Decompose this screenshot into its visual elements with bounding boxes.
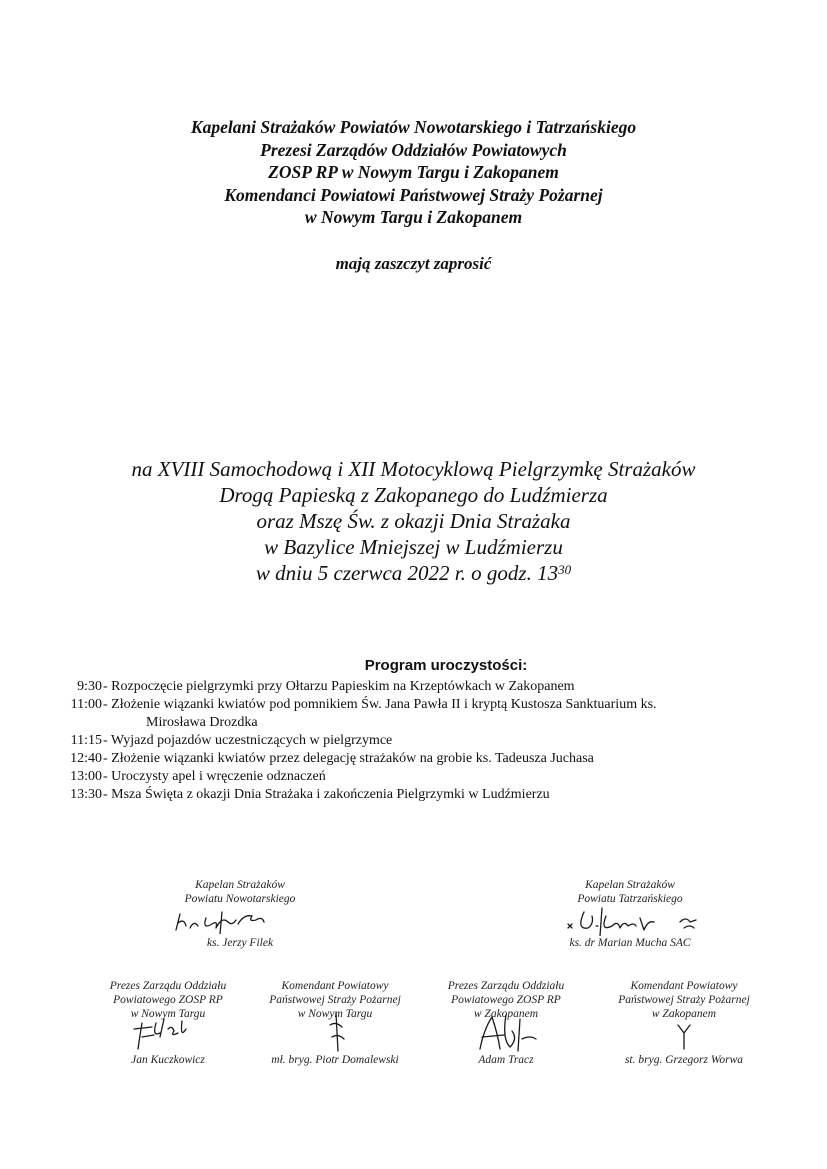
signature-role: w Nowym Targu: [297, 1008, 373, 1020]
event-line: oraz Mszę Św. z okazji Dnia Strażaka: [256, 509, 571, 533]
program-item-time: 9:30: [77, 679, 102, 694]
program-item: [0, 732, 827, 750]
header-line: Prezesi Zarządów Oddziałów Powiatowych: [260, 139, 567, 160]
event-date: w dniu 5 czerwca 2022 r. o godz. 13: [255, 561, 559, 585]
program-item-text: - Złożenie wiązanki kwiatów pod pomnikiem Św. Jana Pawła II i kryptą Kustosza Sanktuarium ks.: [103, 697, 657, 712]
signature-role: Powiatu Nowotarskiego: [184, 893, 296, 905]
signature-role: Prezes Zarządu Oddziału: [447, 980, 565, 992]
program-title: Program uroczystości:: [364, 657, 528, 674]
signature-zosp-nowy-targ: [92, 979, 244, 1069]
signature-name: Adam Tracz: [478, 1054, 534, 1066]
signature-psp-nowy-targ: [250, 979, 420, 1069]
signature-chaplain-tatrzanski: [540, 878, 720, 950]
event-block: [0, 456, 827, 586]
program-item: [0, 786, 827, 804]
signature-role: Komendant Powiatowy: [281, 980, 389, 992]
signature-name: ks. dr Marian Mucha SAC: [569, 937, 691, 949]
program-item-continuation: [0, 714, 827, 732]
program-item-text: - Wyjazd pojazdów uczestniczących w pielgrzymce: [103, 733, 393, 748]
signature-name: Jan Kuczkowicz: [131, 1054, 205, 1066]
handwritten-signature: [562, 906, 712, 936]
program-item: [0, 678, 827, 696]
program-list: [0, 678, 827, 804]
program-item-time: 11:00: [70, 697, 102, 712]
signature-name: st. bryg. Grzegorz Worwa: [624, 1054, 744, 1066]
program-item-text: - Msza Święta z okazji Dnia Strażaka i zakończenia Pielgrzymki w Ludźmierzu: [103, 787, 550, 802]
signature-role: Powiatowego ZOSP RP: [451, 994, 561, 1006]
program-item: [0, 768, 827, 786]
signature-zosp-zakopane: [424, 979, 588, 1069]
signature-role: Powiatowego ZOSP RP: [113, 994, 223, 1006]
handwritten-signature: [672, 1021, 696, 1051]
handwritten-signature: [322, 1011, 352, 1055]
event-date-line: [0, 560, 827, 586]
signature-role: Kapelan Strażaków: [585, 879, 675, 891]
signature-role: Prezes Zarządu Oddziału: [109, 980, 227, 992]
header-line: ZOSP RP w Nowym Targu i Zakopanem: [268, 162, 559, 182]
signature-role: Komendant Powiatowy: [630, 980, 738, 992]
handwritten-signature: [172, 908, 272, 934]
signature-role: Państwowej Straży Pożarnej: [618, 994, 750, 1006]
signature-role: w Nowym Targu: [130, 1008, 206, 1020]
signature-chaplain-nowotarski: [150, 878, 330, 950]
program-item-time: 13:00: [70, 769, 102, 784]
event-time-superscript: 30: [558, 562, 572, 577]
signature-name: ks. Jerzy Filek: [206, 937, 274, 949]
program-item-text: - Złożenie wiązanki kwiatów przez delegację strażaków na grobie ks. Tadeusza Juchasa: [103, 751, 594, 766]
program-item-time: 13:30: [70, 787, 102, 802]
signature-role: w Zakopanem: [473, 1008, 539, 1020]
handwritten-signature: [470, 1009, 540, 1055]
program-item-text: - Uroczysty apel i wręczenie odznaczeń: [103, 769, 326, 784]
program-item: [0, 750, 827, 768]
signature-role: Powiatu Tatrzańskiego: [577, 893, 683, 905]
program-item-time: 12:40: [70, 751, 102, 766]
signature-role: w Zakopanem: [651, 1008, 717, 1020]
signature-psp-zakopane: [598, 979, 770, 1069]
invite-text: mają zaszczyt zaprosić: [335, 254, 492, 273]
program-item-text-continued: Mirosława Drozdka: [146, 715, 258, 730]
program-item: [0, 696, 827, 714]
event-line: w Bazylice Mniejszej w Ludźmierzu: [264, 535, 563, 559]
header-block: [0, 116, 827, 229]
signature-role: Kapelan Strażaków: [195, 879, 285, 891]
header-line: Kapelani Strażaków Powiatów Nowotarskiego i Tatrzańskiego: [190, 117, 637, 137]
event-line: Drogą Papieską z Zakopanego do Ludźmierza: [219, 483, 608, 507]
header-line: w Nowym Targu i Zakopanem: [304, 207, 523, 227]
header-line: Komendanci Powiatowi Państwowej Straży Pożarnej: [224, 184, 603, 205]
signature-role: Państwowej Straży Pożarnej: [269, 994, 401, 1006]
event-line: na XVIII Samochodową i XII Motocyklową Pielgrzymkę Strażaków: [131, 457, 696, 481]
handwritten-signature: [130, 1015, 200, 1055]
program-item-time: 11:15: [70, 733, 102, 748]
signature-name: mł. bryg. Piotr Domalewski: [271, 1054, 399, 1066]
program-item-text: - Rozpoczęcie pielgrzymki przy Ołtarzu Papieskim na Krzeptówkach w Zakopanem: [103, 679, 575, 694]
